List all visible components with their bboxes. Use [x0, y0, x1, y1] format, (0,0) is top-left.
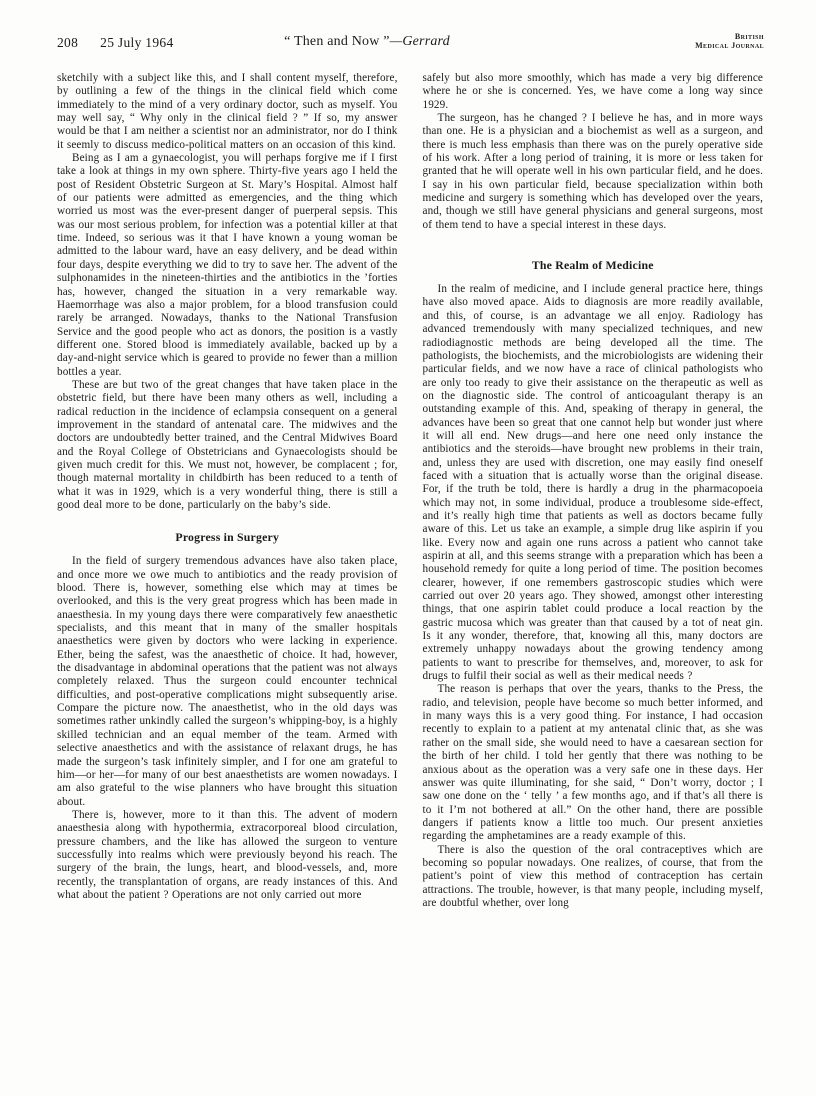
- paragraph-continuation: safely but also more smoothly, which has made a very big difference where he or she is concerned. Yes, we have come a long way since 1929.: [422, 72, 763, 111]
- paragraph: In the field of surgery tremendous advances have also taken place, and once more we owe much to antibiotics and the ready provision of blood. There is, however, something else which may at times be overlooked, and this is the very great progress which has been made in anaesthesia. In my young days there were comparatively few anaesthetic specialists, and this meant that in many of the smaller hospitals anaesthetics were given by doctors who were lacking in experience. Ether, being the safest, was the anaesthetic of choice. It had, however, the disadvantage in abdominal operations that the patient was not always completely relaxed. Thus the surgeon could encounter technical difficulties, and post-operative complications might subsequently arise. Compare the picture now. The anaesthetist, who in the old days was sometimes rather unkindly called the surgeon’s whipping-boy, is a highly skilled technician and an equal member of the team. Armed with selective anaesthetics and with the assistance of relaxant drugs, he has made the surgeon’s task infinitely simpler, and I for one am grateful to him—or her—for many of our best anaesthetists are women nowadays. I am also grateful to the wise planners who have brought this situation about.: [57, 555, 398, 808]
- section-heading-realm-of-medicine: The Realm of Medicine: [531, 258, 654, 273]
- issue-date: 25 July 1964: [100, 35, 174, 50]
- journal-name-line2: Medical Journal: [695, 40, 764, 50]
- paragraph-continuation: sketchily with a subject like this, and I shall content myself, therefore, by outlining a few of the things in the clinical field which come immediately to the mind of a very ordinary doctor, such as myself. You may well say, “ Why only in the clinical field ? ” If so, my answer would be that I am neither a scientist nor an administrator, nor do I think it seemly to discuss medico-political matters on an occasion of this kind.: [57, 72, 398, 151]
- running-title-quote: “ Then and Now ”: [284, 34, 390, 49]
- paragraph: Being as I am a gynaecologist, you will perhaps forgive me if I first take a look at things in my own sphere. Thirty-five years ago I held the post of Resident Obstetric Surgeon at St. Mary’s Hospital. Almost half of our patients were admitted as emergencies, and the thing which worried us most was the ever-present danger of puerperal sepsis. This was our most serious problem, for infection was a potential killer at that time. Indeed, so serious was it that I have known a young woman be admitted to the labour ward, have an easy delivery, and be dead within four days, despite everything we did to try to save her. The advent of the sulphonamides in the nineteen-thirties and the antibiotics in the ’forties has, however, changed the situation in a very remarkable way. Haemorrhage was also a major problem, for a blood transfusion could rarely be arranged. Nowadays, thanks to the National Transfusion Service and the good people who act as donors, the position is a vastly different one. Stored blood is immediately available, backed up by a day-and-night service which is geared to provide no fewer than a million bottles a year.: [57, 152, 398, 378]
- paragraph: In the realm of medicine, and I include general practice here, things have also moved apace. Aids to diagnosis are more readily available, and this, of course, is an advantage we all enjoy. Radiology has advanced tremendously with many specialized techniques, and new radiodiagnostic methods are being developed all the time. The pathologists, the biochemists, and the microbiologists are widening their particular fields, and we now have a race of clinical pathologists who are only too ready to give their assistance on the therapeutic as well as on the diagnostic side. The control of anticoagulant therapy is an outstanding example of this. And, speaking of therapy in general, the advances have been so great that one cannot help but wonder just where it will all end. New drugs—and here one need only instance the antibiotics and the steroids—have brought new problems in their train, and, unless they are used with discretion, one may easily find oneself faced with a situation that is actually worse than the original disease. For, if the truth be told, there is hardly a drug in the pharmacopoeia which may not, in some individual, produce a troublesome side-effect, and it’s really high time that patients as well as doctors became fully aware of this. Let us take an example, a simple drug like aspirin if you like. Every now and again one runs across a patient who cannot take aspirin at all, and this seems strange with a preparation which has been a household remedy for quite a long period of time. The position becomes clearer, however, if one remembers gastroscopic studies which were carried out over 20 years ago. They showed, amongst other interesting things, that one aspirin tablet could produce a local reaction by the gastric mucosa which was greater than that caused by a tot of neat gin. Is it any wonder, therefore, that, knowing all this, many doctors are extremely unhappy nowadays about the growing tendency among patients to want to prescribe for themselves, and, moreover, to ask for drugs to fulfil their social as well as their medical needs ?: [422, 283, 763, 683]
- right-column: [423, 72, 764, 910]
- paragraph: There is also the question of the oral contraceptives which are becoming so popular nowadays. One realizes, of course, that from the patient’s point of view this method of contraception has certain attractions. The trouble, however, is that many people, including myself, are doubtful whether, over long: [422, 843, 763, 909]
- section-heading-progress-in-surgery: Progress in Surgery: [175, 530, 280, 545]
- paragraph: These are but two of the great changes that have taken place in the obstetric field, but there have been many others as well, including a radical reduction in the incidence of eclampsia consequent on a general improvement in the standard of antenatal care. The midwives and the doctors are undoubtedly better trained, and the Central Midwives Board and the Royal College of Obstetricians and Gynaecologists should be given much credit for this. We must not, however, be complacent ; for, though maternal mortality in childbirth has been reduced to a tenth of what it was in 1929, which is a very wonderful thing, there is still a good deal more to be done, particularly on the baby’s side.: [57, 378, 398, 511]
- running-title-author: —Gerrard: [389, 34, 450, 49]
- page-number: 208: [57, 35, 79, 50]
- paragraph: The surgeon, has he changed ? I believe he has, and in more ways than one. He is a physician and a biochemist as well as a surgeon, and there is much less emphasis than there was on the purely operative side of his work. After a long period of training, it is more or less taken for granted that he will operate well in his own particular field, and he does. I say in his own particular field, because specialization within both medicine and surgery is something which has developed over the years, and, though we still have general physicians and general surgeons, most of them tend to have a special interest in these days.: [422, 112, 763, 231]
- page-header: [0, 0, 816, 59]
- running-title: [0, 34, 734, 50]
- article-body: [0, 59, 816, 910]
- left-column: [57, 72, 398, 910]
- journal-name: [695, 33, 764, 50]
- paragraph: There is, however, more to it than this. The advent of modern anaesthesia along with hypothermia, extracorporeal blood circulation, pressure chambers, and the like has allowed the surgeon to venture successfully into realms which were previously beyond his reach. The surgery of the brain, the lungs, heart, and blood-vessels, and, more recently, the transplantation of organs, are ready instances of this. And what about the patient ? Operations are not only carried out more: [57, 808, 398, 901]
- journal-name-line1: British: [734, 32, 764, 41]
- paragraph: The reason is perhaps that over the years, thanks to the Press, the radio, and television, people have become so much better informed, and in many ways this is a very good thing. For instance, I had occasion recently to explain to a patient at my antenatal clinic that, as she was rather on the small side, she would need to have a caesarean section for the birth of her child. I told her gently that there was nothing to be anxious about as the operation was a very safe one in these days. Her answer was quite illuminating, for she said, “ Don’t worry, doctor ; I saw one done on the ‘ telly ’ a few months ago, and if that’s all there is to it I’m not bothered at all.” On the other hand, there are possible dangers if patients know a little too much. Our present anxieties regarding the amphetamines are a ready example of this.: [422, 683, 763, 843]
